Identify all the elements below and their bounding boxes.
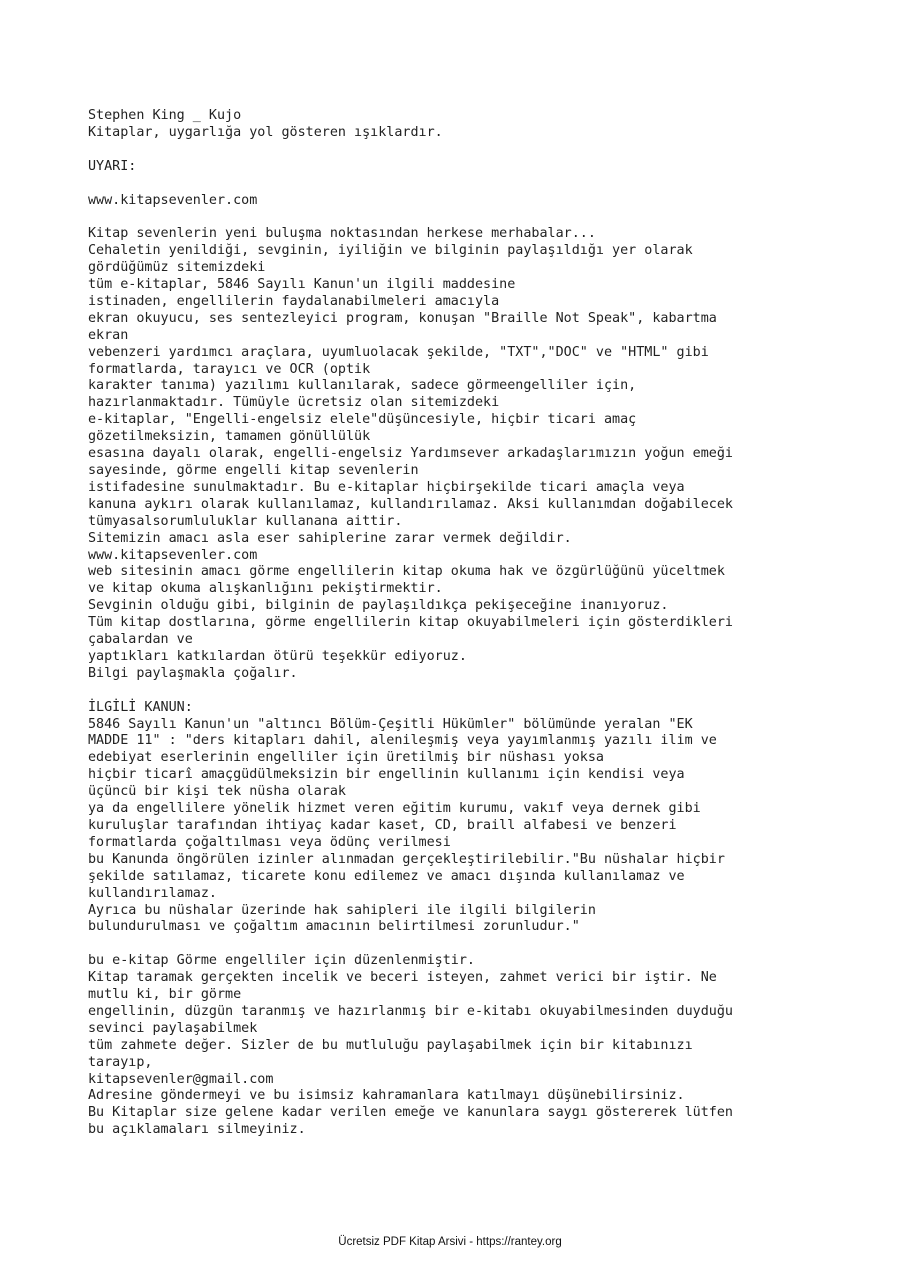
text-line: Bilgi paylaşmakla çoğalır. <box>88 665 298 681</box>
blank-line <box>88 209 868 226</box>
text-line: www.kitapsevenler.com <box>88 547 258 563</box>
text-line: MADDE 11" : "ders kitapları dahil, alenileşmiş veya yayımlanmış yazılı ilim ve <box>88 733 717 749</box>
text-line: üçüncü bir kişi tek nüsha olarak <box>88 784 346 800</box>
blank-line <box>88 936 868 953</box>
text-line: yaptıkları katkılardan ötürü teşekkür ediyoruz. <box>88 648 467 664</box>
text-line: bu e-kitap Görme engelliler için düzenlenmiştir. <box>88 953 475 969</box>
text-line: Sevginin olduğu gibi, bilginin de paylaşıldıkça pekişeceğine inanıyoruz. <box>88 598 669 614</box>
text-line: esasına dayalı olarak, engelli-engelsiz Yardımsever arkadaşlarımızın yoğun emeği <box>88 446 733 462</box>
text-line: ve kitap okuma alışkanlığını pekiştirmektir. <box>88 581 443 597</box>
text-line: şekilde satılamaz, ticarete konu edilemez ve amacı dışında kullanılamaz ve <box>88 868 685 884</box>
text-line: istinaden, engellilerin faydalanabilmeleri amacıyla <box>88 293 500 309</box>
text-line: Adresine göndermeyi ve bu isimsiz kahramanlara katılmayı düşünebilirsiniz. <box>88 1088 685 1104</box>
text-line: kullandırılamaz. <box>88 885 217 901</box>
text-line: Tüm kitap dostlarına, görme engellilerin kitap okuyabilmeleri için gösterdikleri <box>88 615 733 631</box>
text-line: engellinin, düzgün taranmış ve hazırlanmış bir e-kitabı okuyabilmesinden duyduğu <box>88 1003 733 1019</box>
blank-line <box>88 176 868 193</box>
tagline: Kitaplar, uygarlığa yol gösteren ışıklardır. <box>88 124 443 140</box>
book-title: Stephen King _ Kujo <box>88 108 242 123</box>
text-line: mutlu ki, bir görme <box>88 987 242 1003</box>
page-footer: Ücretsiz PDF Kitap Arsivi - https://rantey.org <box>338 1236 562 1248</box>
law-paragraph <box>88 717 868 937</box>
text-line: 5846 Sayılı Kanun'un "altıncı Bölüm-Çeşitli Hükümler" bölümünde yeralan "EK <box>88 716 693 732</box>
text-line: Kitap sevenlerin yeni buluşma noktasından herkese merhabalar... <box>88 226 596 242</box>
text-line: hazırlanmaktadır. Tümüyle ücretsiz olan sitemizdeki <box>88 395 500 411</box>
text-line: bu Kanunda öngörülen izinler alınmadan gerçekleştirilebilir."Bu nüshalar hiçbir <box>88 851 725 867</box>
text-line: hiçbir ticarî amaçgüdülmeksizin bir engellinin kullanımı için kendisi veya <box>88 767 685 783</box>
text-line: gözetilmeksizin, tamamen gönüllülük <box>88 429 371 445</box>
text-line: Bu Kitaplar size gelene kadar verilen emeğe ve kanunlara saygı göstererek lütfen <box>88 1105 733 1121</box>
email-address: kitapsevenler@gmail.com <box>88 1071 274 1087</box>
text-line: kanuna aykırı olarak kullanılamaz, kullandırılamaz. Aksi kullanımdan doğabilecek <box>88 496 733 512</box>
law-label: İLGİLİ KANUN: <box>88 699 193 715</box>
closing-paragraph <box>88 953 868 1139</box>
text-line: gördüğümüz sitemizdeki <box>88 260 266 276</box>
header-block <box>88 108 868 142</box>
text-line: bulundurulması ve çoğaltım amacının belirtilmesi zorunludur." <box>88 919 580 935</box>
text-line: tüm zahmete değer. Sizler de bu mutluluğu paylaşabilmek için bir kitabınızı <box>88 1037 693 1053</box>
text-line: ekran okuyucu, ses sentezleyici program, konuşan "Braille Not Speak", kabartma <box>88 310 717 326</box>
text-line: tümyasalsorumluluklar kullanana aittir. <box>88 513 403 529</box>
text-line: sayesinde, görme engelli kitap sevenlerin <box>88 462 419 478</box>
blank-line <box>88 142 868 159</box>
text-line: formatlarda çoğaltılması veya ödünç verilmesi <box>88 834 451 850</box>
intro-paragraph <box>88 226 868 682</box>
text-line: karakter tanıma) yazılımı kullanılarak, sadece görmeengelliler için, <box>88 378 637 394</box>
site-url: www.kitapsevenler.com <box>88 192 258 208</box>
warning-label: UYARI: <box>88 158 137 174</box>
text-line: Cehaletin yenildiği, sevginin, iyiliğin ve bilginin paylaşıldığı yer olarak <box>88 243 693 259</box>
text-line: istifadesine sunulmaktadır. Bu e-kitaplar hiçbirşekilde ticari amaçla veya <box>88 479 685 495</box>
text-line: web sitesinin amacı görme engellilerin kitap okuma hak ve özgürlüğünü yüceltmek <box>88 564 725 580</box>
text-line: vebenzeri yardımcı araçlara, uyumluolacak şekilde, "TXT","DOC" ve "HTML" gibi <box>88 344 709 360</box>
text-line: tüm e-kitaplar, 5846 Sayılı Kanun'un ilgili maddesine <box>88 277 516 293</box>
text-line: çabalardan ve <box>88 632 193 648</box>
text-line: bu açıklamaları silmeyiniz. <box>88 1122 306 1138</box>
text-line: ekran <box>88 327 129 343</box>
blank-line <box>88 683 868 700</box>
document-body <box>88 108 868 1139</box>
text-line: Ayrıca bu nüshalar üzerinde hak sahipleri ile ilgili bilgilerin <box>88 902 596 918</box>
text-line: tarayıp, <box>88 1054 153 1070</box>
text-line: Kitap taramak gerçekten incelik ve beceri isteyen, zahmet verici bir iştir. Ne <box>88 970 717 986</box>
text-line: edebiyat eserlerinin engelliler için üretilmiş bir nüshası yoksa <box>88 750 604 766</box>
text-line: kuruluşlar tarafından ihtiyaç kadar kaset, CD, braill alfabesi ve benzeri <box>88 818 677 833</box>
text-line: Sitemizin amacı asla eser sahiplerine zarar vermek değildir. <box>88 530 572 546</box>
text-line: sevinci paylaşabilmek <box>88 1020 258 1036</box>
text-line: formatlarda, tarayıcı ve OCR (optik <box>88 361 371 377</box>
text-line: ya da engellilere yönelik hizmet veren eğitim kurumu, vakıf veya dernek gibi <box>88 801 701 817</box>
text-line: e-kitaplar, "Engelli-engelsiz elele"düşüncesiyle, hiçbir ticari amaç <box>88 412 637 428</box>
